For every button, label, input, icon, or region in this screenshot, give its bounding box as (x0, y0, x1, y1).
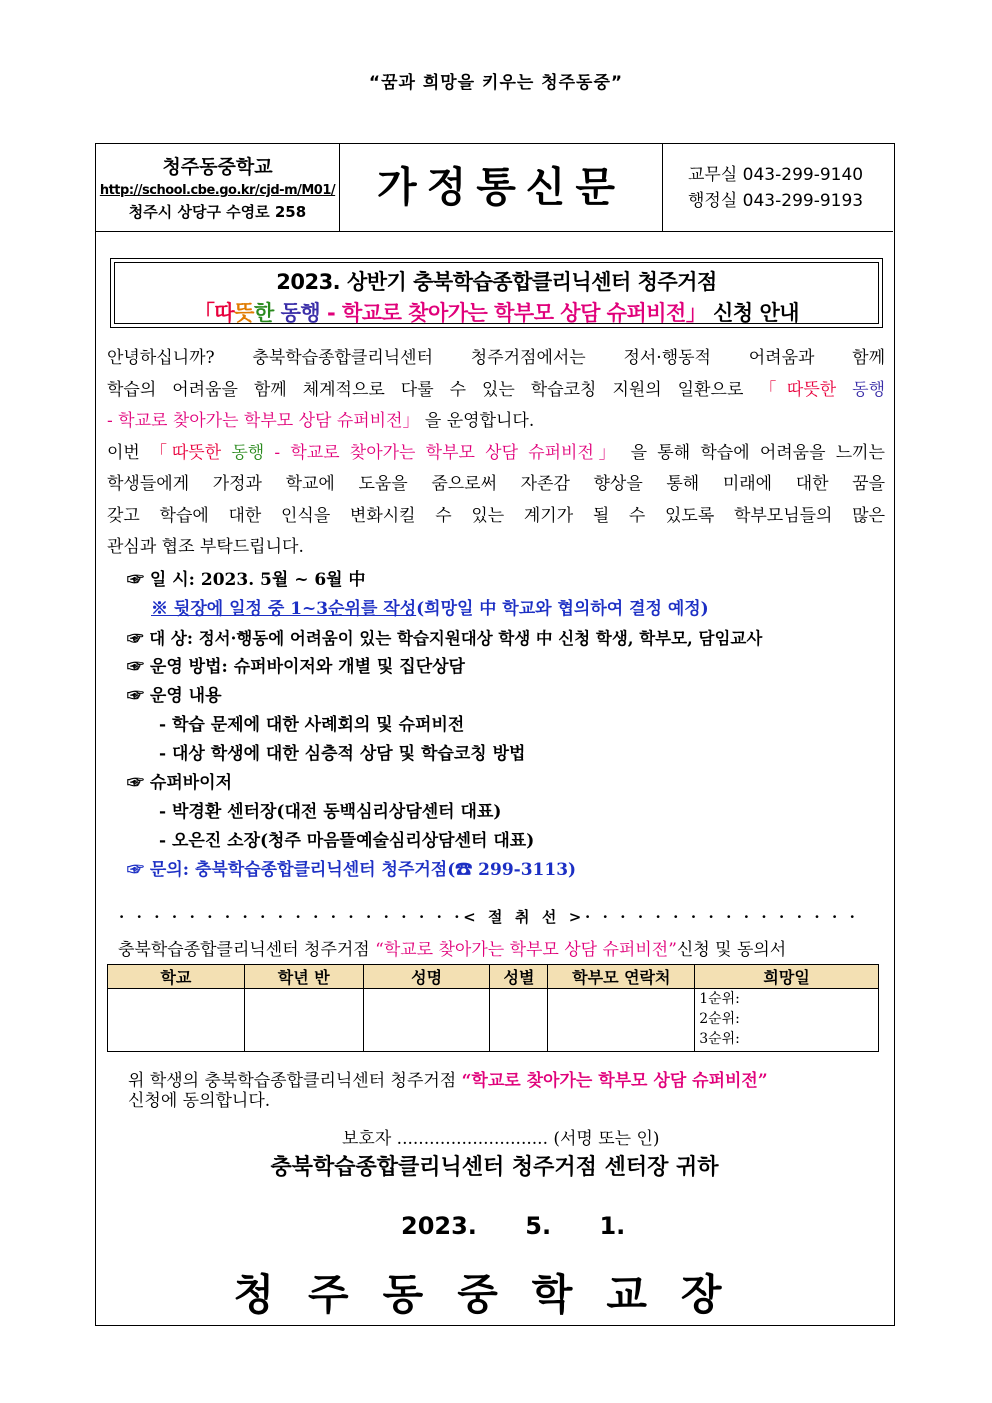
intro-line: 갖고 학습에 대한 인식을 변화시킬 수 있는 계기가 될 수 있도록 학부모님들의 많은 (107, 505, 885, 526)
intro-line: 관심과 협조 부탁드립니다. (107, 537, 304, 557)
title-suffix: 신청 안내 (706, 301, 800, 325)
grade-class-cell[interactable] (244, 989, 363, 1052)
content-item: - 학습 문제에 대한 사례회의 및 슈퍼비전 (159, 715, 465, 735)
schedule-item: ☞ 일 시: 2023. 5월 ~ 6월 中 (127, 570, 366, 590)
agreement-text: 위 학생의 충북학습종합클리닉센터 청주거점 “학교로 찾아가는 학부모 상담 슈퍼비전” 신청에 동의합니다. (128, 1071, 768, 1111)
school-motto: “꿈과 희망을 키우는 청주동중” (368, 73, 624, 93)
guardian-signature-line: 보호자 ............................ (서명 또는 인) (342, 1129, 660, 1149)
parent-phone-cell[interactable] (548, 989, 695, 1052)
notice-title-line1: 2023. 상반기 충북학습종합클리닉센터 청주거점 (276, 270, 717, 294)
school-address: 청주시 상당구 수영로 258 (128, 203, 307, 221)
school-name: 청주동중학교 (162, 156, 273, 178)
intro-line: 학생들에게 가정과 학교에 도움을 줌으로써 자존감 향상을 통해 미래에 대한 꿈을 (107, 474, 885, 494)
content-heading: ☞ 운영 내용 (127, 686, 222, 706)
intro-line: 학습의 어려움을 함께 체계적으로 다룰 수 있는 학습코칭 지원의 일환으로 「따뜻한 동행 (107, 379, 885, 400)
priority-3: 3순위: (699, 1031, 740, 1047)
priority-2: 2순위: (699, 1011, 740, 1027)
academic-office-phone: 교무실 043-299-9140 (688, 165, 864, 185)
form-title: 충북학습종합클리닉센터 청주거점 “학교로 찾아가는 학부모 상담 슈퍼비전”신청 및 동의서 (118, 940, 787, 960)
intro-line: 이번 「따뜻한 동행 - 학교로 찾아가는 학부모 상담 슈퍼비전」 을 통해 학습에 어려움을 느끼는 (107, 442, 885, 463)
table-row (108, 989, 879, 1052)
priority-1: 1순위: (699, 991, 740, 1007)
intro-text (107, 343, 885, 564)
cut-line: · · · · · · · · · · · · · · · · · · · ·< 절 취 선 >· · · · · · · · · · · · · · · · (119, 908, 859, 926)
newsletter-frame (95, 143, 895, 1326)
gender-cell[interactable] (490, 989, 548, 1052)
school-url[interactable]: http://school.cbe.go.kr/cjd-m/M01/ (99, 183, 336, 198)
contact-phones (688, 162, 863, 214)
header (96, 144, 893, 232)
school-cell[interactable] (108, 989, 245, 1052)
warm-char-2: 뜻 (234, 301, 254, 325)
column-header: 성명 (363, 965, 490, 989)
document-title: 가정통신문 (340, 144, 663, 231)
school-info (96, 144, 340, 231)
content-item: - 대상 학생에 대한 심층적 상담 및 학습코칭 방법 (159, 744, 526, 764)
details-list (127, 566, 867, 885)
issue-date: 2023. 5. 1. (401, 1212, 626, 1240)
supervisor-item: - 박경환 센터장(대전 동백심리상담센터 대표) (159, 802, 502, 822)
warm-char-3: 한 (253, 301, 274, 325)
column-header: 학년 반 (244, 965, 363, 989)
supervisor-item: - 오은진 소장(청주 마음뜰예술심리상담센터 대표) (159, 831, 535, 851)
column-header: 성별 (490, 965, 548, 989)
column-header: 희망일 (695, 965, 879, 989)
principal-signature: 청주동중학교장 (233, 1270, 756, 1319)
bracket: 「 (193, 301, 215, 325)
supervisor-heading: ☞ 슈퍼바이저 (127, 773, 233, 793)
notice-title-box (110, 258, 883, 328)
application-form-table (107, 964, 879, 1052)
contact-item: ☞ 문의: 충북학습종합클리닉센터 청주거점(☎ 299-3113) (127, 860, 577, 880)
program-name: - 학교로 찾아가는 학부모 상담 슈퍼비전」 (320, 301, 707, 325)
dong-word: 동행 (280, 301, 321, 325)
warm-char-1: 따 (214, 301, 235, 325)
method-item: ☞ 운영 방법: 슈퍼바이저와 개별 및 집단상담 (127, 657, 465, 677)
schedule-note: ※ 뒷장에 일정 중 1~3순위를 작성(희망일 中 학교와 협의하여 결정 예정) (151, 599, 709, 619)
recipient: 충북학습종합클리닉센터 청주거점 센터장 귀하 (270, 1155, 719, 1180)
preferred-date-cell[interactable] (695, 989, 879, 1052)
admin-office-phone: 행정실 043-299-9193 (688, 191, 864, 211)
column-header: 학교 (108, 965, 245, 989)
target-item: ☞ 대 상: 정서·행동에 어려움이 있는 학습지원대상 학생 中 신청 학생, 학부모, 담임교사 (127, 629, 763, 648)
intro-line: 안녕하십니까? 충북학습종합클리닉센터 청주거점에서는 정서·행동적 어려움과 함께 (107, 348, 885, 368)
intro-line: - 학교로 찾아가는 학부모 상담 슈퍼비전」 을 운영합니다. (107, 411, 535, 431)
notice-title-line2 (115, 297, 878, 327)
column-header: 학부모 연락처 (548, 965, 695, 989)
name-cell[interactable] (363, 989, 490, 1052)
